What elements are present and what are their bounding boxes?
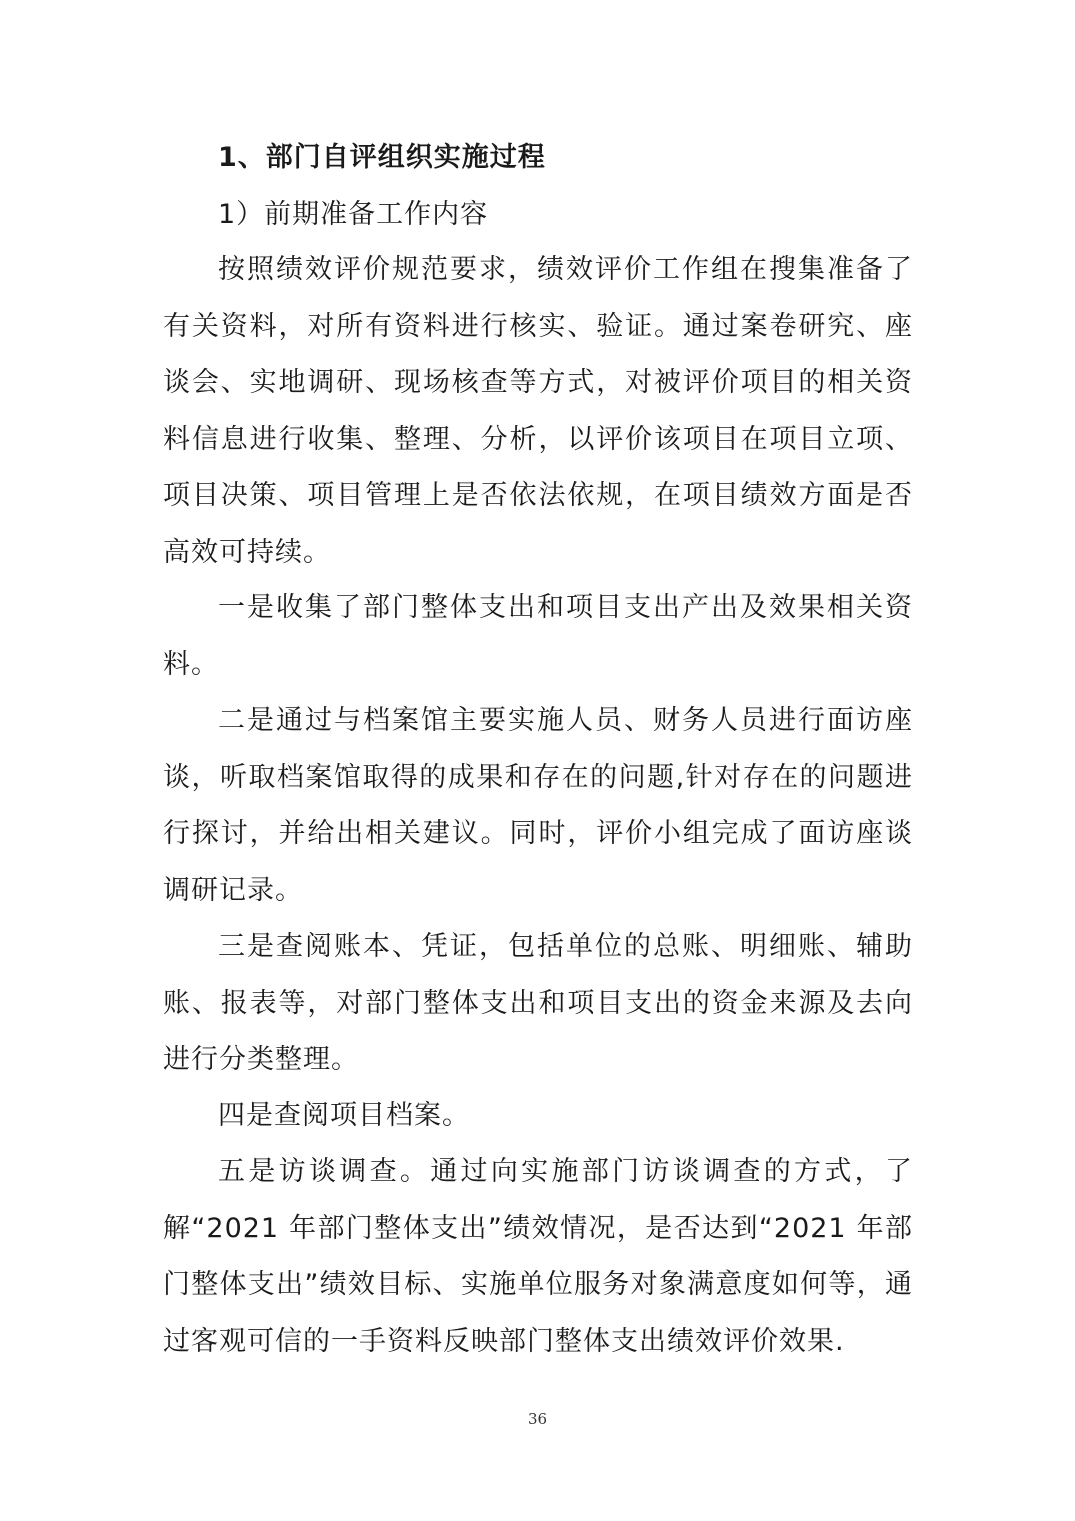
paragraph-overview: 按照绩效评价规范要求，绩效评价工作组在搜集准备了有关资料，对所有资料进行核实、验证。通过案卷研究、座谈会、实地调研、现场核查等方式，对被评价项目的相关资料信息进行收集、整理、分析，以评价该项目在项目立项、项目决策、项目管理上是否依法依规，在项目绩效方面是否高效可持续。 [163,254,913,568]
page-number: 36 [527,1410,548,1428]
paragraph-item-four: 四是查阅项目档案。 [218,1100,470,1131]
paragraph-item-two: 二是通过与档案馆主要实施人员、财务人员进行面访座谈，听取档案馆取得的成果和存在的问题,针对存在的问题进行探讨，并给出相关建议。同时，评价小组完成了面访座谈调研记录。 [163,705,913,906]
subsection-heading: 1）前期准备工作内容 [218,199,489,230]
paragraph-item-five: 五是访谈调查。通过向实施部门访谈调查的方式，了解“2021 年部门整体支出”绩效情况，是否达到“2021 年部门整体支出”绩效目标、实施单位服务对象满意度如何等，通过客观可信的一手资料反映部门整体支出绩效评价效果. [163,1156,913,1357]
paragraph-item-three: 三是查阅账本、凭证，包括单位的总账、明细账、辅助账、报表等，对部门整体支出和项目支出的资金来源及去向进行分类整理。 [163,931,913,1075]
section-heading: 1、部门自评组织实施过程 [218,142,546,173]
paragraph-item-one: 一是收集了部门整体支出和项目支出产出及效果相关资料。 [163,592,913,680]
